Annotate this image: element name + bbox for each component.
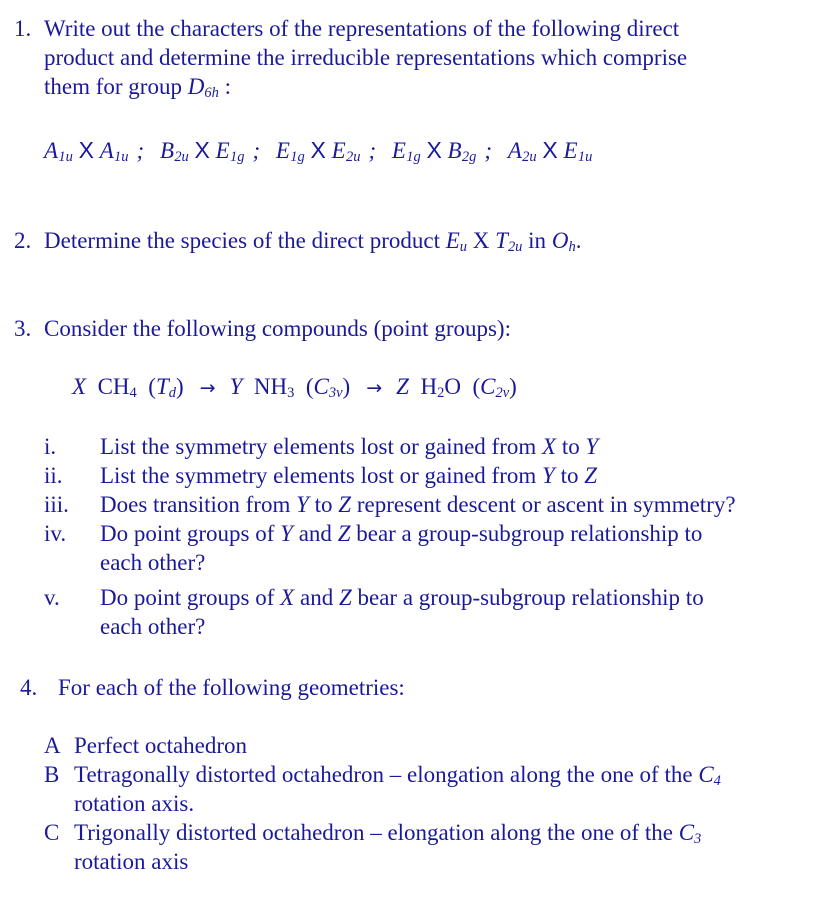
list-item: A Perfect octahedron [44, 733, 248, 758]
arrow-icon: → [366, 377, 383, 399]
list-item: C Trigonally distorted octahedron – elongation along the one of the $C_3$ rotation axis [44, 820, 702, 874]
geometry-list [44, 731, 721, 876]
subquestion-list [44, 432, 736, 641]
compound-z: Z $H_2O$ $(C_{2v})$ [396, 374, 517, 402]
list-item: iv. Do point groups of Y and Z bear a group-subgroup relationship to each other? [44, 521, 703, 575]
question-text: For each of the following geometries: [58, 675, 405, 700]
compound-y: Y $NH_3$ $(C_{3v})$ [229, 374, 351, 402]
list-item: ii. List the symmetry elements lost or gained from Y to Z [44, 463, 598, 488]
question-1 [14, 14, 687, 101]
direct-product: $A_{2u}$ X $E_{1u}$ [507, 137, 593, 166]
question-text: them for group $D_{6h}$ : [44, 74, 231, 102]
direct-product: $B_{2u}$ X $E_{1g}$ ; [159, 137, 261, 166]
question-2 [14, 226, 581, 255]
arrow-icon: → [199, 377, 216, 399]
question-number: 4. [20, 675, 38, 700]
question-text: Consider the following compounds (point groups): [44, 316, 511, 341]
direct-product: $E_{1g}$ X $B_{2g}$ ; [391, 137, 493, 166]
question-text: Determine the species of the direct product $E_u$ X $T_{2u}$ in $O_h$. [44, 228, 582, 256]
list-item: B Tetragonally distorted octahedron – elongation along the one of the $C_4$ rotation axis. [44, 762, 721, 816]
direct-product: $A_{1u}$ X $A_{1u}$ ; [44, 137, 145, 166]
question-text: product and determine the irreducible representations which comprise [44, 45, 688, 70]
list-item: iii. Does transition from Y to Z represent descent or ascent in symmetry? [44, 492, 736, 517]
question-number: 3. [14, 316, 32, 341]
list-item: v. Do point groups of X and Z bear a group-subgroup relationship to each other? [44, 585, 704, 639]
list-item: i. List the symmetry elements lost or gained from X to Y [44, 434, 599, 459]
compounds-line [72, 372, 517, 403]
direct-product: $E_{1g}$ X $E_{2u}$ ; [275, 137, 377, 166]
compound-x: X $CH_4$ $(T_d)$ [72, 374, 184, 402]
question-4 [14, 673, 405, 702]
direct-products-line [44, 136, 592, 165]
question-3 [14, 314, 511, 343]
question-text: Write out the characters of the representations of the following direct [44, 16, 680, 41]
question-number: 1. [14, 16, 32, 41]
question-number: 2. [14, 228, 32, 253]
